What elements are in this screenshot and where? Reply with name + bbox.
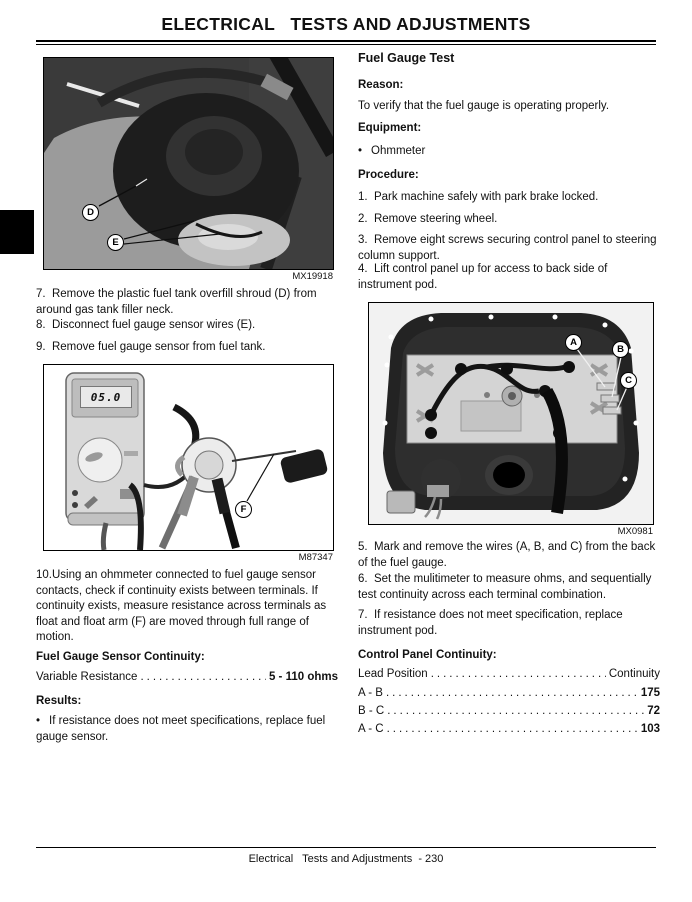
dot-leader (387, 723, 638, 735)
fuel-tank-illustration (44, 58, 333, 269)
spec-heading: Fuel Gauge Sensor Continuity: (36, 651, 205, 663)
spec-row-variable-resistance (36, 671, 338, 683)
lead-position-label: Lead Position (358, 668, 428, 680)
step-7-left: 7. Remove the plastic fuel tank overfill shroud (D) from around gas tank filler neck. (36, 288, 320, 316)
dot-leader (140, 671, 266, 683)
reason-text: To verify that the fuel gauge is operating properly. (358, 100, 610, 112)
callout-b: B (612, 341, 629, 358)
dot-leader (387, 705, 644, 717)
figure-instrument-pod-photo (368, 302, 654, 525)
callout-e: E (107, 234, 124, 251)
figure-caption-mx0981: MX0981 (617, 526, 653, 537)
dot-leader (431, 668, 606, 680)
callout-f: F (235, 501, 252, 518)
figure-caption-mx19918: MX19918 (292, 271, 333, 282)
results-bullet-item (36, 714, 338, 745)
title-rule-thick (36, 40, 656, 42)
bullet-icon: • (36, 715, 41, 727)
step-8-left: 8. Disconnect fuel gauge sensor wires (E). (36, 319, 256, 331)
instrument-pod-illustration (369, 303, 653, 524)
procedure-step-5: 5. Mark and remove the wires (A, B, and C) from the back of the fuel gauge. (358, 541, 659, 569)
figure-ohmmeter-sensor (43, 364, 334, 551)
spec-value: 5 - 110 ohms (268, 671, 338, 683)
continuity-row-ac (358, 723, 660, 735)
callout-d: D (82, 204, 99, 221)
results-bullet-text: If resistance does not meet specifications, replace fuel gauge sensor. (36, 715, 329, 743)
results-heading: Results: (36, 695, 82, 707)
step-10-left: 10.Using an ohmmeter connected to fuel gauge sensor contacts, check if continuity exists between terminals. If continuity exists, measure resistance across terminals as float and float arm (F) are moved through full range of motion. (36, 569, 330, 643)
row-value: 103 (640, 723, 660, 735)
procedure-step-4: 4. Lift control panel up for access to back side of instrument pod. (358, 263, 611, 291)
procedure-step-1: 1. Park machine safely with park brake locked. (358, 191, 599, 203)
step-9-left: 9. Remove fuel gauge sensor from fuel tank. (36, 341, 266, 353)
procedure-step-2: 2. Remove steering wheel. (358, 213, 498, 225)
equipment-bullet-item (358, 144, 660, 160)
section-thumb-tab (0, 210, 34, 254)
continuity-table-heading: Control Panel Continuity: (358, 649, 497, 661)
callout-a: A (565, 334, 582, 351)
procedure-step-3: 3. Remove eight screws securing control panel to steering column support. (358, 234, 660, 262)
section-heading-fuel-gauge-test: Fuel Gauge Test (358, 51, 455, 65)
row-value: 175 (640, 687, 660, 699)
equipment-heading: Equipment: (358, 122, 422, 134)
procedure-step-7: 7. If resistance does not meet specification, replace instrument pod. (358, 609, 626, 637)
continuity-row-ab (358, 687, 660, 699)
row-label: A - B (358, 687, 383, 699)
reason-heading: Reason: (358, 79, 404, 91)
row-value: 72 (647, 705, 660, 717)
title-rule-thin (36, 44, 656, 45)
spec-label: Variable Resistance (36, 671, 138, 683)
procedure-heading: Procedure: (358, 169, 419, 181)
multimeter-display: 05.0 (80, 386, 132, 408)
figure-caption-m87347: M87347 (298, 552, 333, 563)
row-label: B - C (358, 705, 385, 717)
procedure-step-6: 6. Set the mulitimeter to measure ohms, and sequentially test continuity across each terminal combination. (358, 573, 655, 601)
figure-fuel-tank-photo (43, 57, 334, 270)
continuity-label: Continuity (608, 668, 660, 680)
bullet-icon: • (358, 145, 363, 157)
callout-c: C (620, 372, 637, 389)
footer-page-label: Electrical Tests and Adjustments - 230 (248, 853, 444, 865)
footer-rule (36, 847, 656, 848)
dot-leader (386, 687, 638, 699)
continuity-row-bc (358, 705, 660, 717)
page-title: ELECTRICAL TESTS AND ADJUSTMENTS (161, 14, 531, 34)
equipment-bullet-text: Ohmmeter (371, 145, 426, 157)
continuity-header-row (358, 668, 660, 680)
row-label: A - C (358, 723, 384, 735)
